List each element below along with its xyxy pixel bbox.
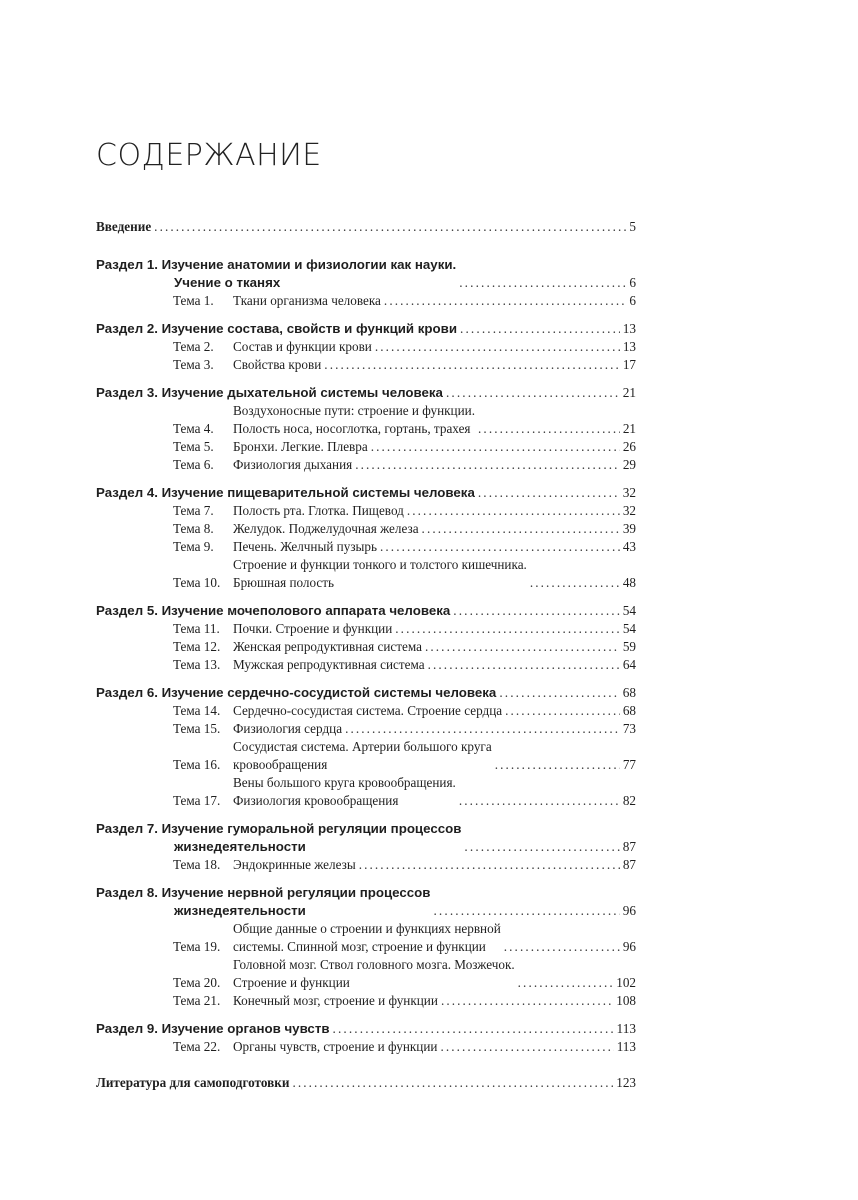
- leader-dots: [464, 838, 619, 856]
- toc-topic-entry[interactable]: [96, 720, 636, 738]
- leader-dots: [441, 992, 613, 1010]
- toc-page-number: 87: [622, 839, 636, 854]
- toc-topic-entry[interactable]: [96, 292, 636, 310]
- toc-topic-number: Тема 16.: [173, 757, 221, 772]
- toc-page-number: 26: [622, 439, 636, 454]
- toc-page-number: 13: [622, 321, 636, 336]
- toc-topic-entry[interactable]: [96, 520, 636, 538]
- toc-topic-entry[interactable]: [96, 992, 636, 1010]
- toc-topic-number: Тема 15.: [173, 721, 221, 736]
- leader-dots: [324, 356, 620, 374]
- toc-section-title: [96, 684, 496, 702]
- toc-page-number: 87: [622, 857, 636, 872]
- toc-section-title-line: жизнедеятельности: [174, 903, 306, 918]
- toc-topic-entry[interactable]: [96, 1038, 636, 1056]
- toc-page-number: 29: [622, 457, 636, 472]
- toc-topic-entry[interactable]: [96, 738, 636, 774]
- toc-topic-entry[interactable]: [96, 356, 636, 374]
- toc-section-title: [96, 884, 430, 920]
- toc-section-entry[interactable]: [96, 320, 636, 338]
- toc-topic-entry[interactable]: [96, 402, 636, 438]
- toc-topic-number: Тема 14.: [173, 703, 221, 718]
- toc-topic-entry[interactable]: [96, 856, 636, 874]
- toc-page-number: 21: [622, 421, 636, 436]
- toc-topic-title: [233, 856, 356, 874]
- toc-page-number: 39: [622, 521, 636, 536]
- leader-dots: [428, 656, 620, 674]
- toc-section-title-line: Учение о тканях: [174, 275, 281, 290]
- leader-dots: [422, 520, 620, 538]
- toc-page-number: 102: [616, 975, 636, 990]
- toc-section-title: [96, 820, 461, 856]
- toc-sections: [96, 256, 636, 1056]
- toc-page-number: 68: [622, 685, 636, 700]
- toc-topic-number: Тема 13.: [173, 657, 221, 672]
- toc-topic-title-line: Физиология сердца: [233, 721, 343, 736]
- toc-topic-number: Тема 9.: [173, 539, 214, 554]
- toc-topic-number: Тема 20.: [173, 975, 221, 990]
- toc-page-number: 48: [622, 575, 636, 590]
- toc-section-block: [96, 684, 636, 810]
- toc-topic-title-line: Почки. Строение и функции: [233, 621, 393, 636]
- toc-page-number: 32: [622, 485, 636, 500]
- toc-topic-title: [233, 738, 492, 774]
- toc-topic-number: Тема 6.: [173, 457, 214, 472]
- leader-dots: [478, 484, 620, 502]
- toc-topic-title: [233, 556, 527, 592]
- toc-topic-title: [233, 520, 419, 538]
- toc-topic-title-line: Общие данные о строении и функциях нервной: [233, 921, 501, 936]
- toc-section-entry[interactable]: [96, 684, 636, 702]
- toc-topic-title-line: Строение и функции тонкого и толстого кишечника.: [233, 557, 527, 572]
- leader-dots: [433, 902, 619, 920]
- toc-topic-title-line: Физиология дыхания: [233, 457, 353, 472]
- toc-section-title-line: Раздел 6. Изучение сердечно-сосудистой системы человека: [96, 685, 497, 700]
- toc-topic-entry[interactable]: [96, 438, 636, 456]
- toc-section-block: [96, 884, 636, 1010]
- leader-dots: [425, 638, 620, 656]
- toc-page-number: 13: [622, 339, 636, 354]
- toc-section-title-line: Раздел 8. Изучение нервной регуляции процессов: [96, 885, 431, 900]
- toc-topic-entry[interactable]: [96, 638, 636, 656]
- toc-entry-label: Литература для самоподготовки: [96, 1075, 290, 1090]
- toc-topic-title: [233, 438, 368, 456]
- toc-topic-number: Тема 18.: [173, 857, 221, 872]
- toc-section-title-line: Раздел 1. Изучение анатомии и физиологии как науки.: [96, 257, 457, 272]
- toc-section-title-line: Раздел 7. Изучение гуморальной регуляции процессов: [96, 821, 462, 836]
- page-title: СОДЕРЖАНИЕ: [96, 138, 322, 173]
- leader-dots: [355, 456, 620, 474]
- leader-dots: [395, 620, 620, 638]
- toc-section-title: [96, 484, 475, 502]
- toc-topic-title: [233, 720, 342, 738]
- toc-topic-title: [233, 920, 501, 956]
- leader-dots: [460, 320, 620, 338]
- toc-topic-entry[interactable]: [96, 774, 636, 810]
- toc-topic-title-line: Бронхи. Легкие. Плевра: [233, 439, 368, 454]
- leader-dots: [446, 384, 620, 402]
- toc-entry-literature[interactable]: [96, 1074, 636, 1092]
- toc-section-title-line: Раздел 9. Изучение органов чувств: [96, 1021, 330, 1036]
- toc-topic-entry[interactable]: [96, 338, 636, 356]
- toc-topic-number: Тема 17.: [173, 793, 221, 808]
- toc-topic-number: Тема 12.: [173, 639, 221, 654]
- toc-entry-intro[interactable]: [96, 218, 636, 236]
- toc-section-entry[interactable]: [96, 602, 636, 620]
- toc-topic-title-line: Конечный мозг, строение и функции: [233, 993, 438, 1008]
- toc-topic-title: [233, 292, 381, 310]
- toc-topic-title: [233, 502, 404, 520]
- toc-topic-number: Тема 8.: [173, 521, 214, 536]
- toc-section-title: [96, 320, 457, 338]
- toc-page-number: 96: [622, 939, 636, 954]
- toc-topic-title-line: Брюшная полость: [233, 575, 335, 590]
- toc-topic-entry[interactable]: [96, 502, 636, 520]
- toc-page-number: 5: [629, 219, 636, 234]
- toc-topic-title: [233, 1038, 437, 1056]
- toc-topic-entry[interactable]: [96, 620, 636, 638]
- leader-dots: [499, 684, 619, 702]
- leader-dots: [459, 792, 620, 810]
- toc-topic-number: Тема 3.: [173, 357, 214, 372]
- toc-page-number: 64: [622, 657, 636, 672]
- toc-topic-title-line: Эндокринные железы: [233, 857, 356, 872]
- leader-dots: [407, 502, 620, 520]
- toc-section-entry[interactable]: [96, 384, 636, 402]
- toc-topic-number: Тема 22.: [173, 1039, 221, 1054]
- toc-page-number: 54: [622, 621, 636, 636]
- toc-topic-title-line: кровообращения: [233, 757, 328, 772]
- toc-topic-title-line: Сердечно-сосудистая система. Строение сердца: [233, 703, 503, 718]
- toc-section-entry[interactable]: [96, 1020, 636, 1038]
- toc-section-title-line: Раздел 3. Изучение дыхательной системы человека: [96, 385, 443, 400]
- leader-dots: [505, 702, 620, 720]
- toc-topic-title-line: Сосудистая система. Артерии большого круга: [233, 739, 492, 754]
- leader-dots: [518, 974, 614, 992]
- toc-topic-entry[interactable]: [96, 538, 636, 556]
- toc-section-title-line: Раздел 5. Изучение мочеполового аппарата человека: [96, 603, 451, 618]
- toc-page-number: 77: [622, 757, 636, 772]
- toc-page-number: 21: [622, 385, 636, 400]
- toc-page-number: 123: [616, 1075, 636, 1090]
- toc-section-title: [96, 1020, 330, 1038]
- toc-topic-title-line: Мужская репродуктивная система: [233, 657, 425, 672]
- toc-topic-number: Тема 10.: [173, 575, 221, 590]
- toc-topic-title: [233, 774, 456, 810]
- toc-topic-number: Тема 2.: [173, 339, 214, 354]
- leader-dots: [359, 856, 620, 874]
- toc-topic-title: [233, 620, 392, 638]
- toc-topic-title-line: Строение и функции: [233, 975, 350, 990]
- toc-topic-entry[interactable]: [96, 656, 636, 674]
- toc-topic-title: [233, 538, 377, 556]
- toc-page-number: 113: [616, 1021, 636, 1036]
- leader-dots: [384, 292, 626, 310]
- toc-topic-title-line: Вены большого круга кровообращения.: [233, 775, 456, 790]
- toc-section-title: [96, 602, 450, 620]
- toc-topic-entry[interactable]: [96, 702, 636, 720]
- toc-topic-title: [233, 402, 475, 438]
- toc-entry-label: Введение: [96, 219, 152, 234]
- leader-dots: [530, 574, 620, 592]
- toc-page-number: 6: [629, 293, 636, 308]
- table-of-contents: [96, 218, 636, 1092]
- toc-topic-entry[interactable]: [96, 956, 636, 992]
- toc-topic-entry[interactable]: [96, 920, 636, 956]
- toc-page-number: 108: [616, 993, 636, 1008]
- toc-topic-title-line: Ткани организма человека: [233, 293, 381, 308]
- toc-topic-title: [233, 702, 502, 720]
- toc-topic-title-line: Воздухоносные пути: строение и функции.: [233, 403, 476, 418]
- toc-topic-title-line: Полость носа, носоглотка, гортань, трахея: [233, 421, 471, 436]
- toc-topic-title-line: Свойства крови: [233, 357, 322, 372]
- toc-topic-title: [233, 992, 438, 1010]
- toc-topic-title-line: Полость рта. Глотка. Пищевод: [233, 503, 404, 518]
- leader-dots: [333, 1020, 614, 1038]
- toc-topic-number: Тема 21.: [173, 993, 221, 1008]
- toc-page-number: 96: [622, 903, 636, 918]
- toc-topic-title-line: Физиология кровообращения: [233, 793, 399, 808]
- leader-dots: [371, 438, 620, 456]
- toc-section-title: [96, 384, 443, 402]
- toc-section-block: [96, 484, 636, 592]
- leader-dots: [292, 1074, 613, 1092]
- toc-page-number: 68: [622, 703, 636, 718]
- toc-page-number: 17: [622, 357, 636, 372]
- toc-topic-number: Тема 1.: [173, 293, 214, 308]
- leader-dots: [453, 602, 619, 620]
- toc-topic-title-line: Желудок. Поджелудочная железа: [233, 521, 419, 536]
- leader-dots: [459, 274, 626, 292]
- toc-topic-number: Тема 4.: [173, 421, 214, 436]
- toc-page-number: 73: [622, 721, 636, 736]
- toc-section-entry[interactable]: [96, 884, 636, 920]
- toc-topic-title: [233, 456, 352, 474]
- toc-topic-title: [233, 956, 515, 992]
- toc-section-title-line: Раздел 2. Изучение состава, свойств и функций крови: [96, 321, 458, 336]
- toc-page-number: 43: [622, 539, 636, 554]
- toc-page-number: 6: [629, 275, 636, 290]
- toc-page-number: 59: [622, 639, 636, 654]
- toc-section-block: [96, 1020, 636, 1056]
- toc-topic-number: Тема 11.: [173, 621, 220, 636]
- toc-topic-number: Тема 5.: [173, 439, 214, 454]
- toc-section-entry[interactable]: [96, 256, 636, 292]
- toc-topic-title: [233, 638, 422, 656]
- toc-topic-title-line: Печень. Желчный пузырь: [233, 539, 378, 554]
- leader-dots: [154, 218, 626, 236]
- leader-dots: [504, 938, 620, 956]
- leader-dots: [380, 538, 620, 556]
- toc-page-number: 82: [622, 793, 636, 808]
- toc-section-block: [96, 384, 636, 474]
- toc-section-title: [96, 256, 456, 292]
- toc-topic-title: [233, 656, 425, 674]
- toc-section-entry[interactable]: [96, 484, 636, 502]
- leader-dots: [440, 1038, 613, 1056]
- toc-section-block: [96, 320, 636, 374]
- toc-section-block: [96, 256, 636, 310]
- toc-topic-title-line: системы. Спинной мозг, строение и функции: [233, 939, 486, 954]
- toc-page-number: 113: [616, 1039, 636, 1054]
- toc-section-block: [96, 602, 636, 674]
- toc-topic-title-line: Женская репродуктивная система: [233, 639, 422, 654]
- toc-topic-entry[interactable]: [96, 556, 636, 592]
- toc-topic-number: Тема 19.: [173, 939, 221, 954]
- leader-dots: [478, 420, 620, 438]
- toc-section-title-line: жизнедеятельности: [174, 839, 306, 854]
- toc-topic-entry[interactable]: [96, 456, 636, 474]
- toc-section-block: [96, 820, 636, 874]
- leader-dots: [375, 338, 620, 356]
- toc-page-number: 32: [622, 503, 636, 518]
- toc-topic-title-line: Органы чувств, строение и функции: [233, 1039, 438, 1054]
- leader-dots: [495, 756, 620, 774]
- toc-page-number: 54: [622, 603, 636, 618]
- toc-topic-title: [233, 338, 372, 356]
- toc-topic-number: Тема 7.: [173, 503, 214, 518]
- leader-dots: [345, 720, 620, 738]
- toc-topic-title-line: Головной мозг. Ствол головного мозга. Мозжечок.: [233, 957, 515, 972]
- toc-section-entry[interactable]: [96, 820, 636, 856]
- toc-section-title-line: Раздел 4. Изучение пищеварительной системы человека: [96, 485, 475, 500]
- toc-topic-title: [233, 356, 321, 374]
- toc-topic-title-line: Состав и функции крови: [233, 339, 372, 354]
